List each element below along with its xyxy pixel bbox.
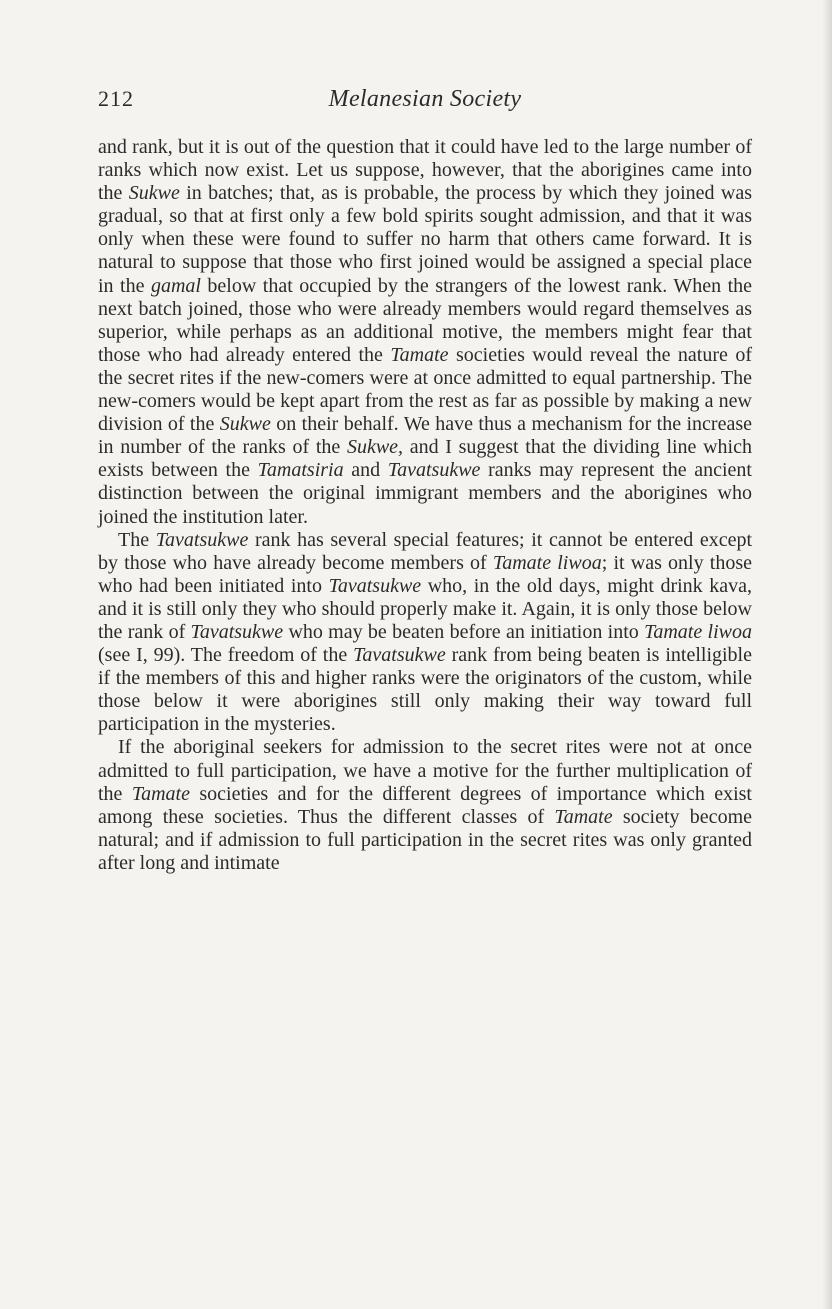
page-edge-shadow bbox=[822, 0, 832, 1309]
text-run: societies and for the different degrees of importance which exist among these societies. Thus the different classes of bbox=[98, 782, 752, 828]
text-run: on their behalf. We have thus a mechanism for the increase in number of the ranks of the bbox=[98, 413, 753, 459]
text-run: who, in the old days, might drink kava, and it is still only they who should properly make it. Again, it is only those below the rank of bbox=[98, 574, 752, 643]
italic-term: Tavatsukwe bbox=[155, 528, 249, 551]
text-run: and bbox=[343, 459, 388, 482]
page-number: 212 bbox=[98, 86, 134, 111]
text-run: The bbox=[118, 528, 156, 551]
text-run: ranks may represent the ancient distinction between the original immigrant members and the aborigines who joined the institution later. bbox=[98, 459, 752, 528]
italic-term: Tamate liwoa bbox=[644, 620, 752, 643]
text-run: If the aboriginal seekers for admission to the secret rites were not at once admitted to full participation, we have a motive for the further multiplication of the bbox=[98, 736, 752, 805]
text-run: below that occupied by the strangers of the lowest rank. When the next batch joined, those who were already members would regard themselves as superior, while perhaps as an additional motive, the members might fear that those who had already entered the bbox=[98, 274, 753, 366]
text-run: and rank, but it is out of the question that it could have led to the large number of ranks which now exist. Let us suppose, however, that the aborigines came into the bbox=[98, 136, 752, 205]
italic-term: Tamate bbox=[554, 805, 613, 828]
italic-term: Sukwe, bbox=[346, 436, 404, 459]
text-run: rank has several special features; it cannot be entered except by those who have already become members of bbox=[98, 528, 753, 574]
italic-term: Tavatsukwe bbox=[353, 644, 446, 667]
text-run: rank from being beaten is intelligible if the members of this and higher ranks were the originators of the custom, while those below it were aborigines still only making their way toward full participation in the mysteries. bbox=[98, 644, 752, 736]
paragraph-1 bbox=[98, 136, 752, 529]
italic-term: Tamatsiria bbox=[257, 459, 344, 482]
italic-term: Sukwe bbox=[128, 182, 180, 205]
text-run: society become natural; and if admission to full participation in the secret rites was only granted after long and intimate bbox=[98, 805, 752, 874]
text-run: and I suggest that the dividing line which exists between the bbox=[98, 436, 752, 482]
italic-term: Tavatsukwe bbox=[328, 574, 422, 597]
italic-term: Tamate bbox=[390, 343, 449, 366]
text-run: in batches; that, as is probable, the process by which they joined was gradual, so that at first only a few bold spirits sought admission, and that it was only when these were found to suffer no harm that others came forward. It is natural to suppose that those who first joined would be assigned a special place in the bbox=[98, 182, 752, 297]
paragraph-2 bbox=[98, 529, 752, 737]
running-title: Melanesian Society bbox=[328, 86, 522, 112]
italic-term: Tavatsukwe bbox=[387, 459, 481, 482]
italic-term: Tavatsukwe bbox=[190, 620, 284, 643]
running-head bbox=[98, 86, 752, 118]
text-run: ; it was only those who had been initiated into bbox=[98, 551, 753, 597]
text-run: who may be beaten before an initiation into bbox=[283, 620, 645, 643]
text-body bbox=[98, 136, 752, 875]
italic-term: Sukwe bbox=[219, 413, 271, 436]
italic-term: gamal bbox=[150, 274, 201, 297]
text-run: societies would reveal the nature of the secret rites if the new-comers were at once admitted to equal partnership. The new-comers would be kept apart from the rest as far as possible by making a new division of the bbox=[98, 343, 752, 436]
paragraph-3 bbox=[98, 736, 752, 875]
italic-term: Tamate liwoa bbox=[492, 551, 602, 574]
text-run: (see I, 99). The freedom of the bbox=[98, 644, 354, 667]
italic-term: Tamate bbox=[131, 782, 190, 805]
